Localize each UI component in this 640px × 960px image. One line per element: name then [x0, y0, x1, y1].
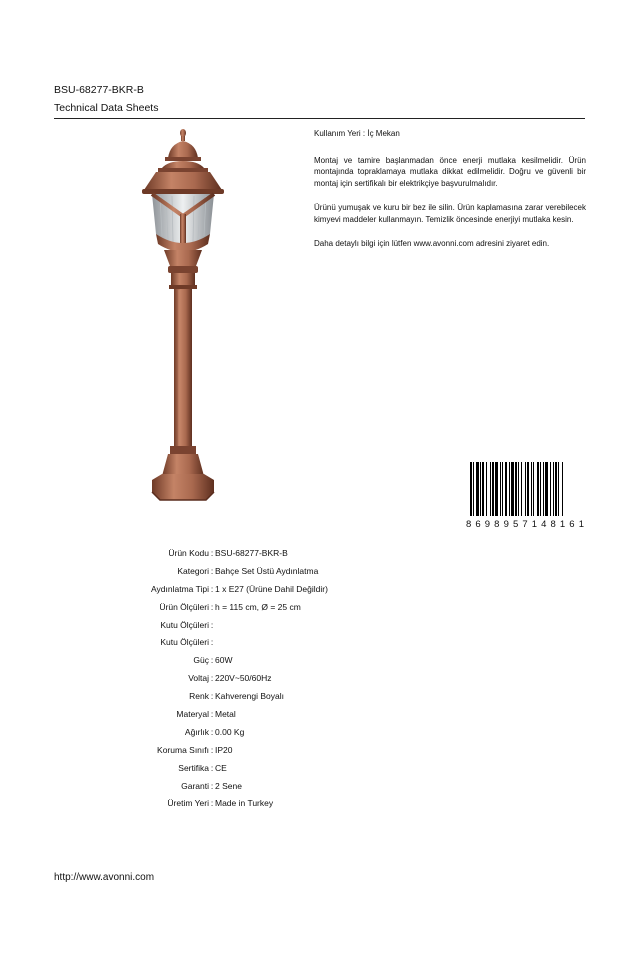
barcode-digit: 8 — [494, 519, 500, 530]
spec-row — [100, 616, 500, 634]
spec-value: Made in Turkey — [215, 798, 274, 809]
spec-separator: : — [210, 583, 214, 594]
specifications-table — [100, 544, 500, 812]
spec-value: 220V~50/60Hz — [215, 673, 272, 684]
barcode-digit: 5 — [512, 519, 519, 530]
spec-separator: : — [210, 637, 214, 648]
document-header — [54, 83, 585, 119]
ean-barcode — [466, 462, 584, 532]
spec-row — [100, 669, 500, 687]
spec-value: BSU-68277-BKR-B — [215, 547, 288, 558]
barcode-bars-graphic — [466, 462, 584, 520]
document-subtitle: Technical Data Sheets — [54, 102, 159, 114]
spec-label: Güç — [193, 655, 209, 666]
spec-separator: : — [210, 780, 214, 791]
spec-separator: : — [210, 708, 214, 719]
barcode-digit: 8 — [466, 519, 472, 530]
product-image-lamp-post — [138, 128, 228, 508]
spec-value: 60W — [215, 655, 233, 666]
barcode-digit: 1 — [559, 519, 566, 530]
spec-row — [100, 580, 500, 598]
spec-value: h = 115 cm, Ø = 25 cm — [215, 601, 301, 612]
usage-information — [314, 128, 586, 263]
spec-value: Kahverengi Boyalı — [215, 691, 284, 702]
barcode-digit: 6 — [569, 519, 575, 530]
spec-separator: : — [210, 691, 214, 702]
spec-label: Aydınlatma Tipi — [151, 583, 209, 594]
spec-value: IP20 — [215, 744, 233, 755]
spec-separator: : — [210, 744, 214, 755]
spec-value: Bahçe Set Üstü Aydınlatma — [215, 565, 319, 576]
safety-warning-text: Montaj ve tamire başlanmadan önce enerji mutlaka kesilmelidir. Ürün montajında topraklamaya mutlaka dikkat edilmelidir. Doğru ve güvenli bir montaj için sertifikalı bir elektrikçiye başvurulmalıdır. — [314, 155, 586, 188]
footer-website-link[interactable]: http://www.avonni.com — [54, 872, 155, 883]
header-divider — [54, 118, 585, 119]
spec-label: Garanti — [181, 780, 209, 791]
spec-row — [100, 741, 500, 759]
spec-row — [100, 759, 500, 777]
product-code-title: BSU-68277-BKR-B — [54, 84, 144, 96]
spec-label: Kutu Ölçüleri — [160, 619, 209, 630]
barcode-digit: 1 — [531, 519, 538, 530]
cleaning-instructions-text: Ürünü yumuşak ve kuru bir bez ile silin. Ürün kaplamasına zarar verebilecek kimyevi maddeler kullanmayın. Temizlik öncesinde enerjiyi mutlaka kesin. — [314, 203, 586, 224]
spec-separator: : — [210, 726, 214, 737]
spec-row — [100, 633, 500, 651]
barcode-digit: 4 — [541, 519, 547, 530]
barcode-digit: 6 — [475, 519, 481, 530]
barcode-digit: 1 — [578, 519, 584, 530]
spec-row — [100, 651, 500, 669]
spec-row — [100, 544, 500, 562]
spec-row — [100, 705, 500, 723]
spec-value: 0.00 Kg — [215, 726, 245, 737]
spec-label: Ağırlık — [184, 726, 209, 737]
spec-label: Ürün Kodu — [168, 547, 209, 558]
spec-label: Üretim Yeri — [167, 798, 209, 809]
spec-row — [100, 794, 500, 812]
barcode-digit: 7 — [522, 519, 528, 530]
spec-separator: : — [210, 547, 214, 558]
spec-row — [100, 723, 500, 741]
spec-separator: : — [210, 798, 214, 809]
spec-row — [100, 598, 500, 616]
barcode-digit: 8 — [550, 519, 556, 530]
spec-row — [100, 777, 500, 795]
barcode-digits — [466, 519, 584, 530]
spec-separator: : — [210, 673, 214, 684]
usage-location-text: Kullanım Yeri : İç Mekan — [314, 129, 400, 138]
spec-value: 1 x E27 (Ürüne Dahil Değildir) — [215, 583, 328, 594]
spec-separator: : — [210, 565, 214, 576]
spec-label: Kategori — [177, 565, 209, 576]
spec-label: Voltaj — [188, 673, 209, 684]
spec-label: Renk — [189, 691, 209, 702]
barcode-digit: 9 — [484, 519, 491, 530]
spec-separator: : — [210, 655, 214, 666]
spec-label: Koruma Sınıfı — [157, 744, 209, 755]
spec-separator: : — [210, 619, 214, 630]
spec-label: Sertifika — [178, 762, 209, 773]
more-info-text: Daha detaylı bilgi için lütfen www.avonni.com adresini ziyaret edin. — [314, 239, 550, 248]
spec-separator: : — [210, 601, 214, 612]
spec-row — [100, 687, 500, 705]
spec-label: Ürün Ölçüleri — [159, 601, 209, 612]
spec-value: Metal — [215, 708, 236, 719]
spec-label: Materyal — [176, 708, 209, 719]
spec-separator: : — [210, 762, 214, 773]
barcode-digit: 9 — [503, 519, 509, 530]
spec-value: 2 Sene — [215, 780, 242, 791]
spec-value: CE — [215, 762, 227, 773]
spec-label: Kutu Ölçüleri — [160, 637, 209, 648]
spec-row — [100, 562, 500, 580]
